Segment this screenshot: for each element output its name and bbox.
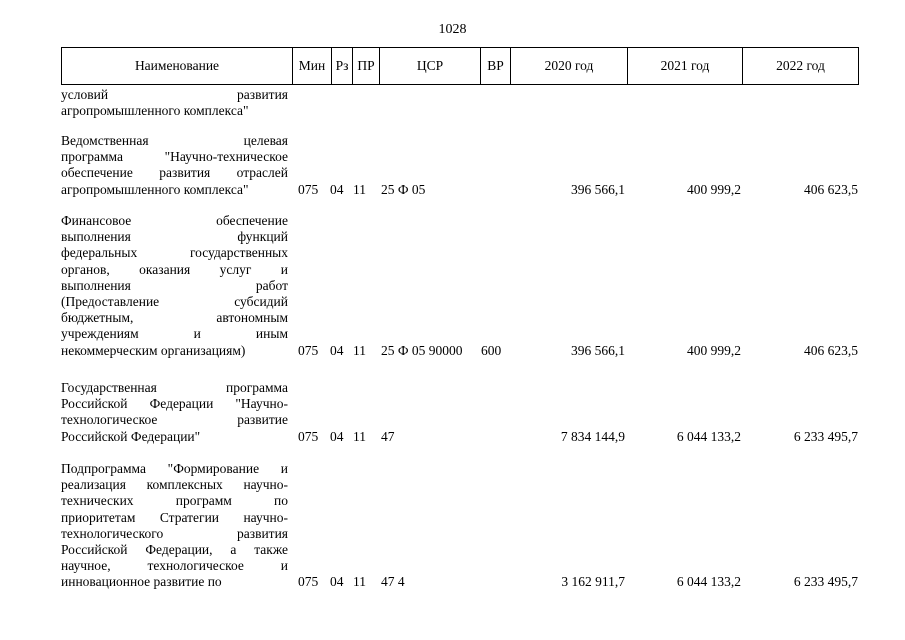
cell-2021: 6 044 133,2 bbox=[676, 574, 741, 590]
table-row bbox=[61, 87, 861, 119]
row-name bbox=[61, 461, 288, 591]
header-year-2021: 2021 год bbox=[628, 48, 743, 85]
table-row bbox=[61, 213, 861, 359]
row-name-line: органов, оказания услуг и bbox=[61, 261, 288, 277]
cell-2020: 396 566,1 bbox=[571, 181, 625, 197]
row-name-line: Государственная программа bbox=[61, 380, 288, 395]
cell-rz: 04 bbox=[330, 181, 344, 197]
cell-min: 075 bbox=[298, 342, 319, 358]
row-name-line: приоритетам Стратегии научно- bbox=[61, 509, 288, 525]
cell-pr: 11 bbox=[353, 574, 366, 590]
row-name-line: бюджетным, автономным bbox=[61, 310, 288, 326]
row-name-line: условий развития bbox=[61, 87, 288, 102]
row-name-line: программа "Научно-техническое bbox=[61, 149, 288, 165]
header-pr: ПР bbox=[353, 48, 380, 85]
cell-csr: 47 4 bbox=[381, 574, 405, 590]
row-name-line: реализация комплексных научно- bbox=[61, 477, 288, 493]
cell-2020: 7 834 144,9 bbox=[560, 428, 625, 444]
table-row bbox=[61, 461, 861, 591]
row-name-line: Российской Федерации" bbox=[61, 428, 201, 444]
row-name-line: Российской Федерации, а также bbox=[61, 542, 288, 558]
cell-csr: 47 bbox=[381, 428, 395, 444]
table-row bbox=[61, 133, 861, 198]
cell-rz: 04 bbox=[330, 342, 344, 358]
page-number: 1028 bbox=[438, 22, 467, 37]
cell-vr: 600 bbox=[481, 342, 502, 358]
cell-2022: 6 233 495,7 bbox=[793, 428, 858, 444]
row-name-line: агропромышленного комплекса" bbox=[61, 181, 249, 197]
row-name-line: научное, технологическое и bbox=[61, 558, 288, 574]
cell-2021: 400 999,2 bbox=[687, 342, 741, 358]
row-name-line: Ведомственная целевая bbox=[61, 133, 288, 148]
row-name bbox=[61, 133, 288, 198]
cell-csr: 25 Ф 05 90000 bbox=[381, 342, 463, 358]
row-name bbox=[61, 380, 288, 445]
header-name: Наименование bbox=[62, 48, 293, 85]
table-row bbox=[61, 380, 861, 445]
cell-2021: 6 044 133,2 bbox=[676, 428, 741, 444]
row-name-line: инновационное развитие по bbox=[61, 574, 222, 590]
row-name bbox=[61, 87, 288, 119]
cell-2020: 3 162 911,7 bbox=[561, 574, 625, 590]
row-name-line: Финансовое обеспечение bbox=[61, 213, 288, 228]
cell-2022: 6 233 495,7 bbox=[793, 574, 858, 590]
cell-min: 075 bbox=[298, 428, 319, 444]
cell-2022: 406 623,5 bbox=[804, 342, 858, 358]
row-name-line: агропромышленного комплекса" bbox=[61, 103, 249, 119]
row-name-line: обеспечение развития отраслей bbox=[61, 165, 288, 181]
cell-pr: 11 bbox=[353, 428, 366, 444]
row-name-line: технических программ по bbox=[61, 493, 288, 509]
header-min: Мин bbox=[293, 48, 332, 85]
row-name-line: выполнения функций bbox=[61, 229, 288, 245]
cell-pr: 11 bbox=[353, 342, 366, 358]
row-name-line: выполнения работ bbox=[61, 277, 288, 293]
cell-2021: 400 999,2 bbox=[687, 181, 741, 197]
cell-pr: 11 bbox=[353, 181, 366, 197]
cell-2022: 406 623,5 bbox=[804, 181, 858, 197]
row-name-line: Российской Федерации "Научно- bbox=[61, 396, 288, 412]
row-name bbox=[61, 213, 288, 359]
cell-csr: 25 Ф 05 bbox=[381, 181, 426, 197]
cell-2020: 396 566,1 bbox=[571, 342, 625, 358]
header-rz: Рз bbox=[332, 48, 353, 85]
header-vr: ВР bbox=[481, 48, 511, 85]
header-year-2020: 2020 год bbox=[511, 48, 628, 85]
table-header bbox=[61, 47, 859, 85]
row-name-line: федеральных государственных bbox=[61, 245, 288, 261]
cell-rz: 04 bbox=[330, 574, 344, 590]
row-name-line: (Предоставление субсидий bbox=[61, 294, 288, 310]
cell-min: 075 bbox=[298, 181, 319, 197]
cell-rz: 04 bbox=[330, 428, 344, 444]
row-name-line: технологическое развитие bbox=[61, 412, 288, 428]
header-year-2022: 2022 год bbox=[743, 48, 859, 85]
row-name-line: технологического развития bbox=[61, 525, 288, 541]
cell-min: 075 bbox=[298, 574, 319, 590]
row-name-line: учреждениям и иным bbox=[61, 326, 288, 342]
row-name-line: Подпрограмма "Формирование и bbox=[61, 461, 288, 476]
row-name-line: некоммерческим организациям) bbox=[61, 342, 246, 358]
header-csr: ЦСР bbox=[380, 48, 481, 85]
